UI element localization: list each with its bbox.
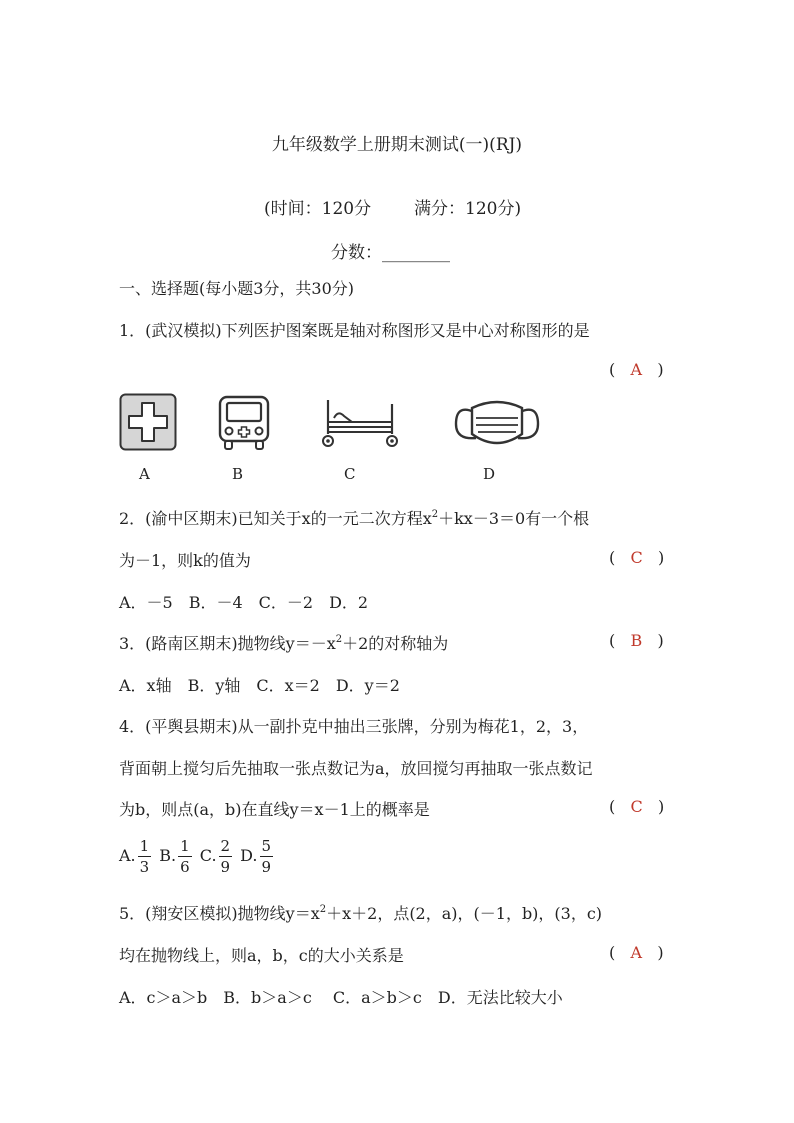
- section-heading: 一、选择题(每小题3分，共30分): [119, 279, 355, 298]
- question-5-answer: ( A ): [609, 943, 664, 962]
- question-1-answer: ( A ): [609, 360, 664, 379]
- question-5-options: A．c＞a＞b B．b＞a＞c C．a＞b＞c D．无法比较大小: [119, 988, 563, 1007]
- ambulance-icon: [218, 395, 270, 451]
- time-label: (时间：120分: [264, 199, 372, 219]
- question-4-options: [119, 836, 276, 877]
- option-b: B.: [159, 846, 177, 865]
- hospital-bed-icon: [318, 396, 400, 450]
- image-label-d: D: [483, 465, 496, 483]
- answer-letter: C: [630, 797, 643, 816]
- question-1-text: 1．(武汉模拟)下列医护图案既是轴对称图形又是中心对称图形的是: [119, 321, 590, 340]
- question-2-line-1: 2．(渝中区期末)已知关于x的一元二次方程$x^2+kx-3=0$有一个根: [119, 509, 590, 528]
- fraction: $\frac{1}{6}$: [180, 837, 190, 876]
- full-score-label: 满分：120分): [414, 199, 522, 219]
- fraction: $\frac{2}{9}$: [220, 837, 231, 876]
- fraction: $\frac{5}{9}$: [261, 837, 272, 876]
- question-3-answer: ( B ): [609, 631, 664, 650]
- option-d: D.: [240, 846, 258, 865]
- answer-letter: C: [630, 548, 643, 567]
- fraction: $\frac{1}{3}$: [139, 837, 150, 876]
- answer-letter: A: [630, 943, 643, 962]
- score-field: 分数：________: [331, 243, 450, 263]
- page-title: 九年级数学上册期末测试(一)(RJ): [271, 135, 523, 155]
- option-a: A.: [119, 846, 136, 865]
- answer-letter: A: [630, 360, 643, 379]
- face-mask-icon: [454, 398, 540, 452]
- question-5-line-1: 5．(翔安区模拟)抛物线$y=x^2+x+2$，点(2，a)，(－1，b)，(3，c): [119, 904, 603, 923]
- image-label-c: C: [344, 465, 356, 483]
- question-3-text: 3．(路南区期末)抛物线$y=-x^2+2$的对称轴为: [119, 634, 449, 653]
- question-4-answer: ( C ): [609, 797, 665, 816]
- question-4-line-1: 4．(平舆县期末)从一副扑克中抽出三张牌，分别为梅花1，2，3，: [119, 717, 589, 736]
- question-5-line-2: 均在抛物线上，则a，b，c的大小关系是: [119, 946, 404, 965]
- question-2-line-2: 为－1，则k的值为: [119, 551, 251, 570]
- question-4-line-2: 背面朝上搅匀后先抽取一张点数记为a，放回搅匀再抽取一张点数记: [119, 759, 593, 778]
- option-c: C.: [199, 846, 217, 865]
- answer-letter: B: [630, 631, 643, 650]
- question-3-options: A．x轴 B．y轴 C．x＝2 D．y＝2: [119, 676, 400, 695]
- medical-cross-icon: [119, 393, 177, 451]
- image-label-b: B: [232, 465, 244, 483]
- image-label-a: A: [139, 465, 150, 483]
- question-2-answer: ( C ): [609, 548, 665, 567]
- question-4-line-3: 为b，则点(a，b)在直线y＝x－1上的概率是: [119, 800, 430, 819]
- question-2-options: A．－5 B．－4 C．－2 D．2: [119, 593, 369, 612]
